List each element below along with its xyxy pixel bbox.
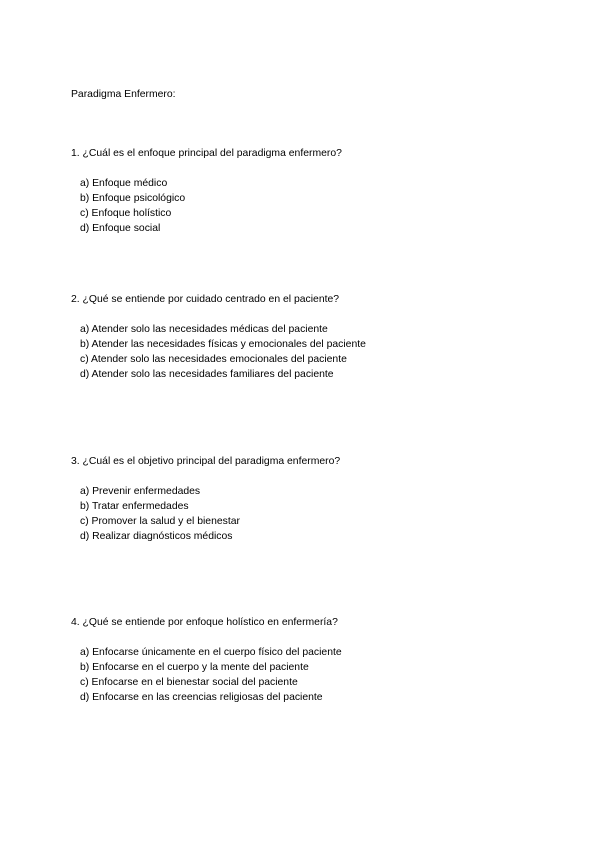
question-text: 3. ¿Cuál es el objetivo principal del paradigma enfermero?	[71, 456, 341, 467]
answer-options	[80, 176, 571, 236]
answer-options	[80, 322, 571, 382]
answer-options	[80, 484, 571, 544]
answer-option: b) Enfoque psicológico	[80, 193, 186, 204]
answer-option: a) Atender solo las necesidades médicas del paciente	[80, 324, 328, 335]
answer-option: c) Enfoque holístico	[80, 208, 172, 219]
answer-option: d) Atender solo las necesidades familiares del paciente	[80, 369, 334, 380]
question-text: 4. ¿Qué se entiende por enfoque holístico en enfermería?	[71, 617, 338, 628]
document-title: Paradigma Enfermero:	[71, 89, 176, 100]
question-block	[71, 454, 571, 544]
answer-option: d) Realizar diagnósticos médicos	[80, 531, 233, 542]
question-block	[71, 146, 571, 236]
question-text: 2. ¿Qué se entiende por cuidado centrado en el paciente?	[71, 294, 340, 305]
answer-option: a) Enfocarse únicamente en el cuerpo físico del paciente	[80, 647, 342, 658]
answer-option: b) Atender las necesidades físicas y emocionales del paciente	[80, 339, 366, 350]
answer-option: b) Tratar enfermedades	[80, 501, 189, 512]
answer-option: a) Enfoque médico	[80, 178, 168, 189]
answer-option: c) Enfocarse en el bienestar social del paciente	[80, 677, 298, 688]
answer-option: c) Atender solo las necesidades emocionales del paciente	[80, 354, 347, 365]
answer-option: d) Enfoque social	[80, 223, 161, 234]
answer-options	[80, 645, 571, 705]
answer-option: b) Enfocarse en el cuerpo y la mente del paciente	[80, 662, 309, 673]
question-text: 1. ¿Cuál es el enfoque principal del paradigma enfermero?	[71, 148, 342, 159]
answer-option: d) Enfocarse en las creencias religiosas del paciente	[80, 692, 323, 703]
question-block	[71, 615, 571, 705]
answer-option: c) Promover la salud y el bienestar	[80, 516, 240, 527]
question-block	[71, 292, 571, 382]
answer-option: a) Prevenir enfermedades	[80, 486, 201, 497]
